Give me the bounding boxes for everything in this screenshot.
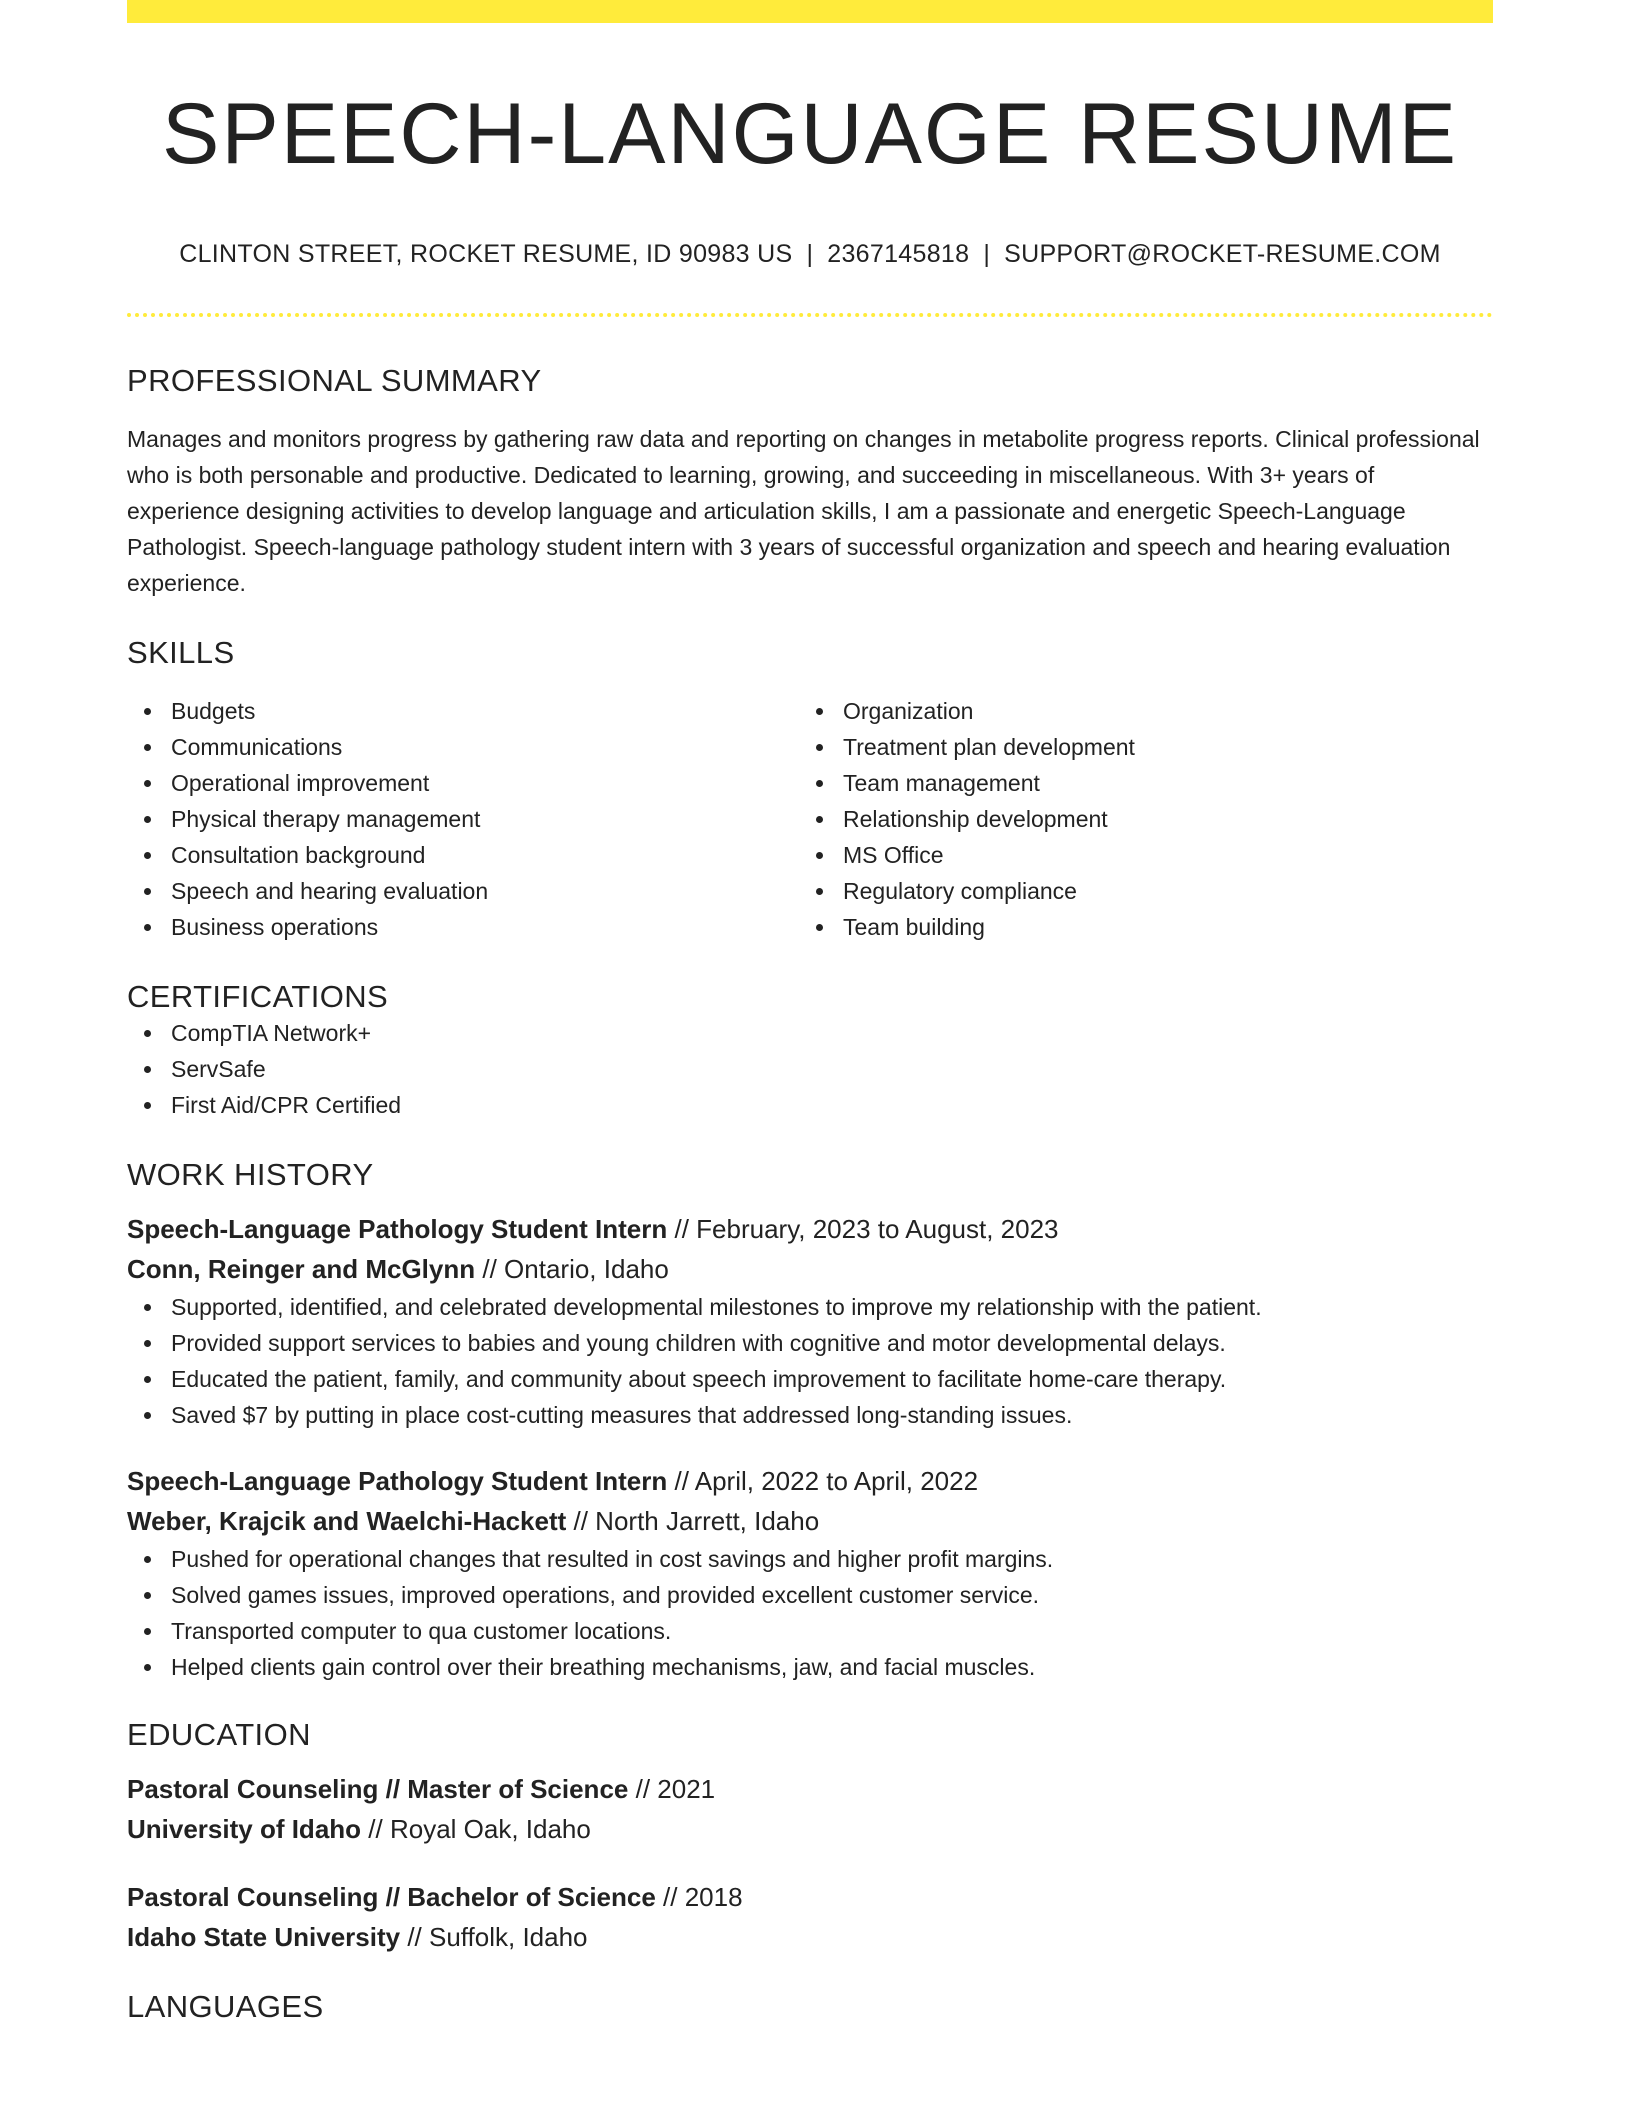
job-company: Conn, Reinger and McGlynn xyxy=(127,1253,476,1284)
job-role: Speech-Language Pathology Student Intern xyxy=(127,1213,668,1244)
resume-title: SPEECH-LANGUAGE RESUME xyxy=(161,86,1459,182)
education-entry xyxy=(127,1769,1493,1849)
skill-item: Team management xyxy=(843,765,1471,801)
skills-column-right xyxy=(799,693,1471,945)
work-history-heading: WORK HISTORY xyxy=(127,1156,374,1192)
skill-item: Consultation background xyxy=(171,837,799,873)
certifications-list xyxy=(127,1015,1493,1123)
job-duty: Educated the patient, family, and community about speech improvement to facilitate home-care therapy. xyxy=(171,1361,1493,1397)
education-year: // 2018 xyxy=(663,1881,743,1912)
education-location: // Suffolk, Idaho xyxy=(407,1921,588,1952)
skills-grid xyxy=(127,693,1493,945)
job-company: Weber, Krajcik and Waelchi-Hackett xyxy=(127,1505,567,1536)
skill-item: Team building xyxy=(843,909,1471,945)
skill-item: Budgets xyxy=(171,693,799,729)
education-heading: EDUCATION xyxy=(127,1716,311,1752)
education-entry xyxy=(127,1877,1493,1957)
job-duties-list xyxy=(127,1289,1493,1433)
skill-item: Operational improvement xyxy=(171,765,799,801)
job-duty: Supported, identified, and celebrated developmental milestones to improve my relationship with the patient. xyxy=(171,1289,1493,1325)
job-location: // North Jarrett, Idaho xyxy=(573,1505,820,1536)
contact-phone: 2367145818 xyxy=(827,239,970,268)
skill-item: Organization xyxy=(843,693,1471,729)
education-school: Idaho State University xyxy=(127,1921,401,1952)
education-school: University of Idaho xyxy=(127,1813,362,1844)
education-degree: Pastoral Counseling // Bachelor of Science xyxy=(127,1881,656,1912)
job-duties-list xyxy=(127,1541,1493,1685)
job-duty: Solved games issues, improved operations, and provided excellent customer service. xyxy=(171,1577,1493,1613)
job-duty: Helped clients gain control over their breathing mechanisms, jaw, and facial muscles. xyxy=(171,1649,1493,1685)
certifications-heading: CERTIFICATIONS xyxy=(127,978,389,1014)
skill-item: Business operations xyxy=(171,909,799,945)
dotted-divider xyxy=(127,313,1493,317)
summary-text: Manages and monitors progress by gathering raw data and reporting on changes in metabolite progress reports. Clinical professional who is both personable and productive. Dedicated to learning, growing, and succeeding in miscellaneous. With 3+ years of experience designing activities to develop language and articulation skills, I am a passionate and energetic Speech-Language Pathologist. Speech-language pathology student intern with 3 years of successful organization and speech and hearing evaluation experience. xyxy=(127,425,1480,596)
contact-separator: | xyxy=(806,239,814,268)
job-entry xyxy=(127,1209,1493,1433)
skill-item: Treatment plan development xyxy=(843,729,1471,765)
certification-item: First Aid/CPR Certified xyxy=(171,1087,1493,1123)
job-dates: // April, 2022 to April, 2022 xyxy=(674,1465,979,1496)
education-degree-line xyxy=(127,1769,1493,1809)
skill-item: Regulatory compliance xyxy=(843,873,1471,909)
resume-page xyxy=(127,0,1493,2025)
contact-separator: | xyxy=(983,239,991,268)
summary-heading: PROFESSIONAL SUMMARY xyxy=(127,362,542,398)
skill-item: Relationship development xyxy=(843,801,1471,837)
job-title-line xyxy=(127,1461,1493,1501)
job-duty: Pushed for operational changes that resulted in cost savings and higher profit margins. xyxy=(171,1541,1493,1577)
job-role: Speech-Language Pathology Student Intern xyxy=(127,1465,668,1496)
education-location: // Royal Oak, Idaho xyxy=(368,1813,591,1844)
job-company-line xyxy=(127,1249,1493,1289)
skill-item: Physical therapy management xyxy=(171,801,799,837)
job-dates: // February, 2023 to August, 2023 xyxy=(674,1213,1059,1244)
contact-address: CLINTON STREET, ROCKET RESUME, ID 90983 US xyxy=(179,239,793,268)
job-entry xyxy=(127,1461,1493,1685)
skills-column-left xyxy=(127,693,799,945)
accent-top-bar xyxy=(127,0,1493,23)
languages-heading: LANGUAGES xyxy=(127,1988,324,2024)
contact-email: SUPPORT@ROCKET-RESUME.COM xyxy=(1004,239,1441,268)
skill-item: Speech and hearing evaluation xyxy=(171,873,799,909)
education-school-line xyxy=(127,1917,1493,1957)
job-duty: Provided support services to babies and young children with cognitive and motor developmental delays. xyxy=(171,1325,1493,1361)
skills-list-left xyxy=(127,693,799,945)
education-school-line xyxy=(127,1809,1493,1849)
job-location: // Ontario, Idaho xyxy=(482,1253,669,1284)
skills-list-right xyxy=(799,693,1471,945)
certification-item: CompTIA Network+ xyxy=(171,1015,1493,1051)
skills-heading: SKILLS xyxy=(127,634,235,670)
job-duty: Saved $7 by putting in place cost-cutting measures that addressed long-standing issues. xyxy=(171,1397,1493,1433)
skill-item: MS Office xyxy=(843,837,1471,873)
education-degree: Pastoral Counseling // Master of Science xyxy=(127,1773,629,1804)
certification-item: ServSafe xyxy=(171,1051,1493,1087)
contact-line xyxy=(127,240,1493,269)
skill-item: Communications xyxy=(171,729,799,765)
education-year: // 2021 xyxy=(635,1773,716,1804)
job-duty: Transported computer to qua customer locations. xyxy=(171,1613,1493,1649)
job-title-line xyxy=(127,1209,1493,1249)
education-degree-line xyxy=(127,1877,1493,1917)
job-company-line xyxy=(127,1501,1493,1541)
